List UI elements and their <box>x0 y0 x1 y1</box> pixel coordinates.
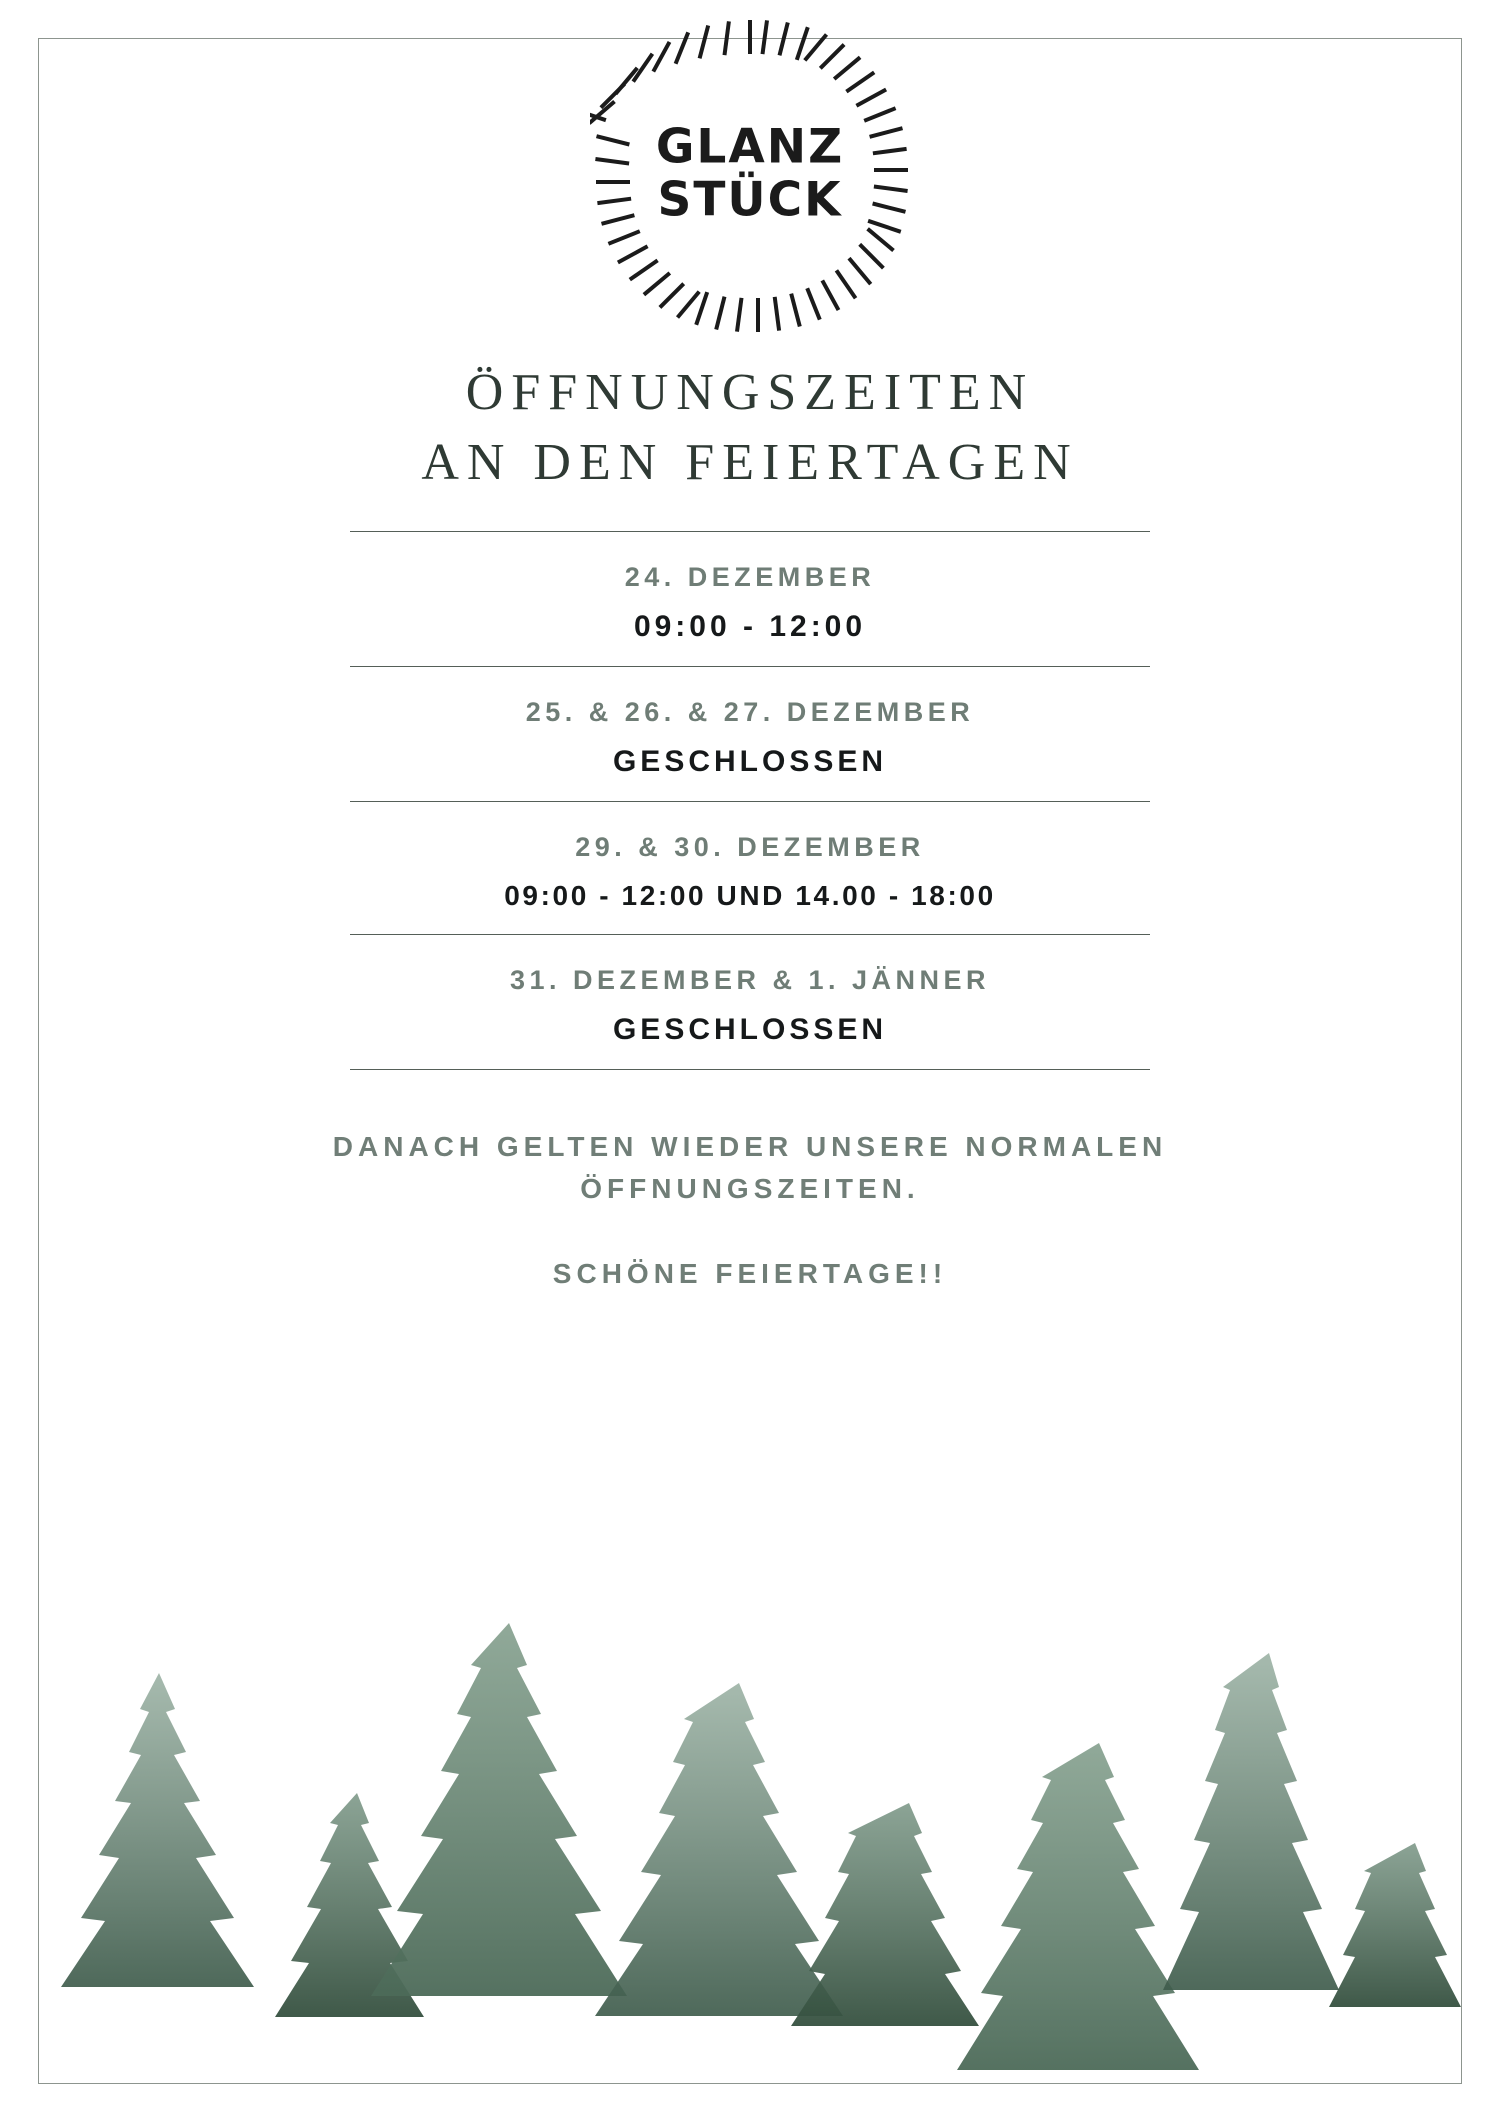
logo-text <box>590 121 910 226</box>
fir-trees-icon <box>39 1613 1461 2083</box>
fir-trees-illustration <box>39 1613 1461 2083</box>
normal-hours-note: DANACH GELTEN WIEDER UNSERE NORMALEN ÖFFNUNGSZEITEN. <box>332 1131 1168 1205</box>
schedule-hours: 09:00 - 12:00 <box>633 610 867 644</box>
divider <box>350 1069 1150 1070</box>
list-item <box>350 935 1150 1069</box>
schedule-hours: GESCHLOSSEN <box>612 1013 888 1047</box>
schedule-hours: GESCHLOSSEN <box>612 745 888 779</box>
list-item <box>350 802 1150 934</box>
brand-logo <box>590 14 910 334</box>
schedule-date: 31. DEZEMBER & 1. JÄNNER <box>509 965 991 996</box>
logo-line-one: GLANZ <box>655 119 845 175</box>
schedule-date: 24. DEZEMBER <box>624 562 876 593</box>
logo-line-two: STÜCK <box>657 172 843 227</box>
schedule-date: 29. & 30. DEZEMBER <box>575 832 925 863</box>
holiday-wish: SCHÖNE FEIERTAGE!! <box>552 1258 948 1290</box>
list-item <box>350 667 1150 801</box>
list-item <box>350 532 1150 666</box>
schedule-hours: 09:00 - 12:00 UND 14.00 - 18:00 <box>504 880 996 912</box>
title-line-one: ÖFFNUNGSZEITEN <box>465 364 1035 421</box>
title-line-two: AN DEN FEIERTAGEN <box>421 433 1079 491</box>
opening-hours-list <box>350 531 1150 1070</box>
schedule-date: 25. & 26. & 27. DEZEMBER <box>525 697 975 728</box>
page-title <box>421 358 1078 497</box>
